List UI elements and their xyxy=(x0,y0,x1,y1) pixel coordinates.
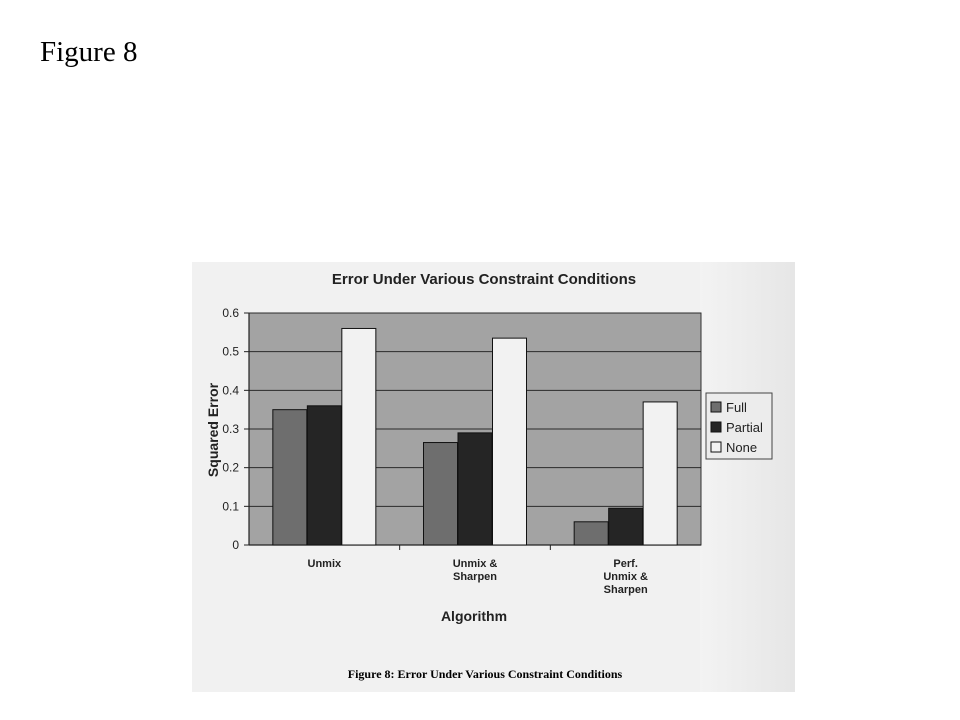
legend-swatch-full xyxy=(711,402,721,412)
y-tick-label: 0.4 xyxy=(222,383,239,398)
bar-none-2 xyxy=(643,402,677,545)
bar-partial-0 xyxy=(307,406,341,545)
legend-label-partial: Partial xyxy=(726,420,763,435)
y-tick-label: 0.2 xyxy=(222,460,239,475)
legend-swatch-partial xyxy=(711,422,721,432)
legend-label-none: None xyxy=(726,440,758,455)
y-tick-label: 0.5 xyxy=(222,344,239,359)
legend-swatch-none xyxy=(711,442,721,452)
figure-caption: Figure 8: Error Under Various Constraint Conditions xyxy=(347,667,623,681)
bar-none-0 xyxy=(342,328,376,545)
x-axis-title: Algorithm xyxy=(440,608,508,624)
x-category-label: Perf. xyxy=(613,558,638,570)
legend-label-full: Full xyxy=(726,400,747,415)
x-category-label: Unmix xyxy=(307,558,342,570)
chart-title: Error Under Various Constraint Conditions xyxy=(331,271,637,288)
y-tick-label: 0.6 xyxy=(222,306,239,320)
bar-full-2 xyxy=(574,522,608,545)
y-tick-label: 0 xyxy=(232,538,239,552)
y-axis-title: Squared Error xyxy=(205,382,221,478)
slide-title: Figure 8 xyxy=(40,36,138,68)
x-category-label: Sharpen xyxy=(603,584,648,596)
y-tick-label: 0.1 xyxy=(222,499,239,514)
bar-none-1 xyxy=(493,338,527,545)
x-category-label: Unmix & xyxy=(603,571,648,583)
x-category-label: Unmix & xyxy=(452,558,498,570)
legend xyxy=(706,393,772,459)
plot-area xyxy=(222,306,701,596)
bar-partial-1 xyxy=(458,433,492,545)
bar-full-0 xyxy=(273,410,307,545)
bar-full-1 xyxy=(424,443,458,545)
x-category-label: Sharpen xyxy=(452,571,498,583)
bar-partial-2 xyxy=(609,508,643,545)
y-tick-label: 0.3 xyxy=(222,422,239,436)
